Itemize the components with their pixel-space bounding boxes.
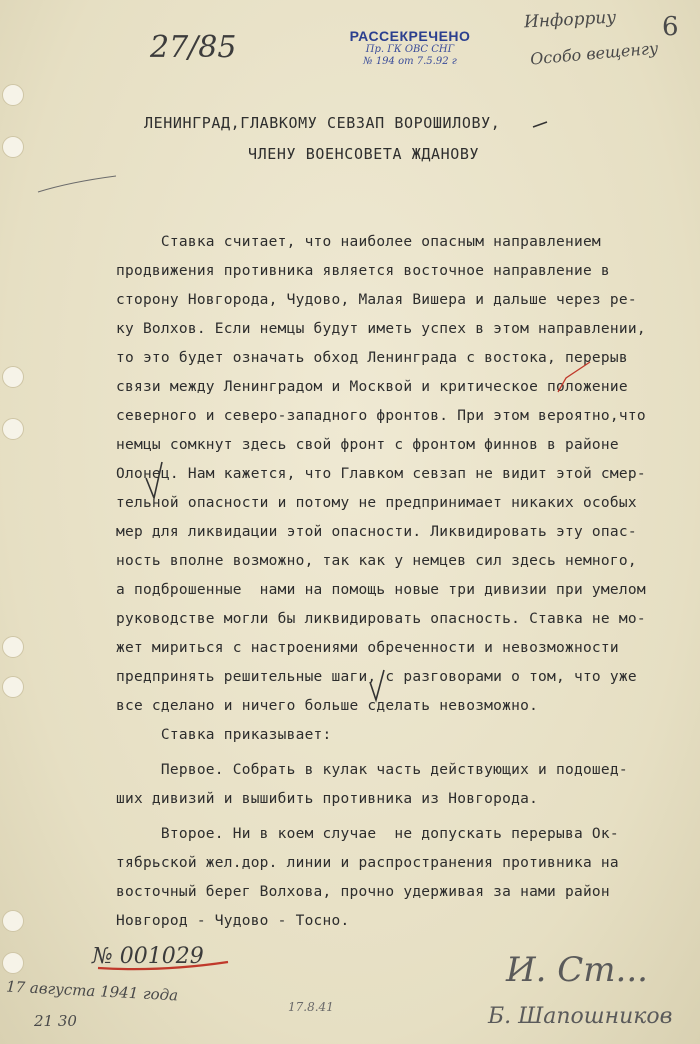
- body-line: тябрьской жел.дор. линии и распространения противника на: [116, 855, 619, 871]
- signature-2: Б. Шапошников: [488, 1004, 673, 1029]
- body-line: Второе. Ни в коем случае не допускать перерыва Ок-: [116, 826, 619, 842]
- body-line: руководстве могли бы ликвидировать опасность. Ставка не мо-: [116, 611, 646, 627]
- body-line: Новгород - Чудово - Тосно.: [116, 913, 350, 929]
- body-line: Олонец. Нам кажется, что Главком севзап не видит этой смер-: [116, 466, 646, 482]
- stamp-line-2: № 194 от 7.5.92 г: [363, 56, 457, 67]
- date-note-line-1: 17 августа 1941 года: [5, 977, 179, 1005]
- binding-hole: [2, 636, 24, 658]
- body-line: мер для ликвидации этой опасности. Ликвидировать эту опас-: [116, 524, 637, 540]
- document-number: № 001029: [92, 944, 204, 969]
- declassified-stamp: [340, 28, 480, 68]
- signature-1: И. Ст...: [506, 950, 648, 990]
- body-line: тельной опасности и потому не предпринимает никаких особых: [116, 495, 637, 511]
- stamp-title: РАССЕКРЕЧЕНО: [349, 28, 471, 44]
- stamp-line-1: Пр. ГК ОВС СНГ: [365, 44, 455, 55]
- body-line: сторону Новгорода, Чудово, Малая Вишера и дальше через ре-: [116, 292, 637, 308]
- date-stamp-note: 17.8.41: [288, 1000, 334, 1014]
- body-line: предпринять решительные шаги, с разговорами о том, что уже: [116, 669, 637, 685]
- body-line: немцы сомкнут здесь свой фронт с фронтом финнов в районе: [116, 437, 619, 453]
- body-line: Первое. Собрать в кулак часть действующих и подошед-: [116, 762, 628, 778]
- handwritten-note-line-2: Особо вещенгу: [529, 38, 659, 69]
- binding-hole: [2, 366, 24, 388]
- body-line: восточный берег Волхова, прочно удерживая за нами район: [116, 884, 610, 900]
- body-line: все сделано и ничего больше сделать невозможно.: [116, 698, 539, 714]
- body-line: продвижения противника является восточное направление в: [116, 263, 610, 279]
- binding-hole: [2, 676, 24, 698]
- binding-hole: [2, 418, 24, 440]
- page-number: 6: [662, 12, 679, 42]
- binding-hole: [2, 910, 24, 932]
- body-line: то это будет означать обход Ленинграда с востока, перерыв: [116, 350, 628, 366]
- body-line: ность вполне возможно, так как у немцев сил здесь немного,: [116, 553, 637, 569]
- body-line: Ставка приказывает:: [116, 727, 332, 743]
- address-line-1: ЛЕНИНГРАД,ГЛАВКОМУ СЕВЗАП ВОРОШИЛОВУ,: [144, 114, 501, 132]
- handwritten-note-line-1: Инфорриу: [523, 7, 617, 33]
- binding-hole: [2, 136, 24, 158]
- body-line: жет мириться с настроениями обреченности и невозможности: [116, 640, 619, 656]
- body-line: ку Волхов. Если немцы будут иметь успех в этом направлении,: [116, 321, 646, 337]
- body-line: Ставка считает, что наиболее опасным направлением: [116, 234, 601, 250]
- body-line: а подброшенные нами на помощь новые три дивизии при умелом: [116, 582, 646, 598]
- body-line: северного и северо-западного фронтов. При этом вероятно,что: [116, 408, 646, 424]
- body-line: ших дивизий и вышибить противника из Новгорода.: [116, 791, 539, 807]
- address-line-2: ЧЛЕНУ ВОЕНСОВЕТА ЖДАНОВУ: [248, 145, 480, 163]
- archive-number: 27/85: [150, 30, 237, 65]
- binding-hole: [2, 952, 24, 974]
- binding-hole: [2, 84, 24, 106]
- date-note-line-2: 21 30: [34, 1012, 77, 1030]
- body-line: связи между Ленинградом и Москвой и критическое положение: [116, 379, 628, 395]
